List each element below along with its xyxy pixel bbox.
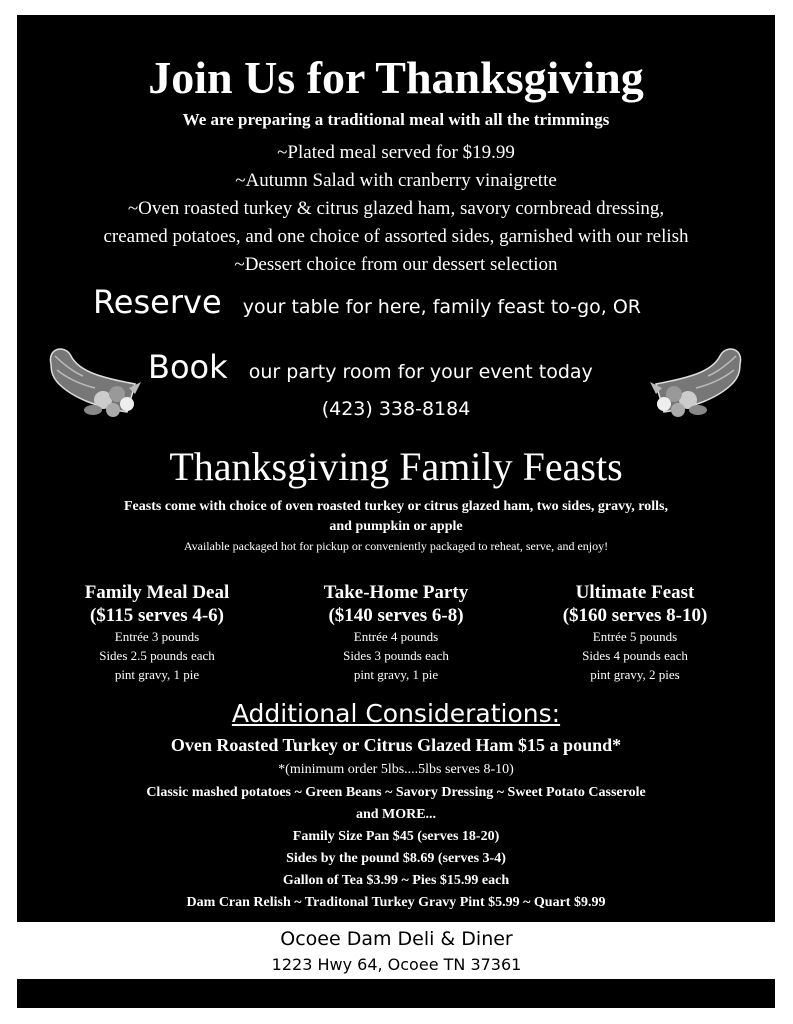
- package-extras: pint gravy, 1 pie: [114, 667, 200, 682]
- cornucopia-left-icon: [43, 342, 143, 422]
- package-price: ($160 serves 8-10): [562, 605, 708, 626]
- package-ultimate-feast: [510, 581, 760, 684]
- additional-headline: Oven Roasted Turkey or Citrus Glazed Ham $15 a pound*: [170, 735, 622, 755]
- package-sides: Sides 4 pounds each: [582, 648, 688, 663]
- package-entree: Entrée 4 pounds: [353, 629, 439, 644]
- additional-line-1: *(minimum order 5lbs....5lbs serves 8-10): [278, 762, 514, 777]
- package-extras: pint gravy, 1 pie: [353, 667, 439, 682]
- package-family-meal-deal: [32, 581, 282, 684]
- flyer-panel: [17, 15, 775, 922]
- book-word: Book: [148, 348, 228, 386]
- package-name: Take-Home Party: [323, 582, 469, 603]
- additional-line-5: Sides by the pound $8.69 (serves 3-4): [286, 851, 506, 866]
- package-sides: Sides 2.5 pounds each: [99, 648, 215, 663]
- page-title: Join Us for Thanksgiving: [148, 52, 644, 103]
- book-line: [148, 348, 593, 386]
- package-name: Ultimate Feast: [575, 582, 695, 603]
- package-name: Family Meal Deal: [84, 582, 230, 603]
- package-sides: Sides 3 pounds each: [343, 648, 449, 663]
- bottom-bar: [17, 979, 775, 1008]
- additional-title: Additional Considerations:: [231, 699, 561, 728]
- package-entree: Entrée 3 pounds: [114, 629, 200, 644]
- page-subtitle: We are preparing a traditional meal with all the trimmings: [182, 110, 610, 129]
- feasts-title: Thanksgiving Family Feasts: [169, 444, 623, 489]
- feasts-note: Available packaged hot for pickup or conveniently packaged to reheat, serve, and enjoy!: [183, 539, 609, 553]
- package-extras: pint gravy, 2 pies: [590, 667, 680, 682]
- feasts-desc-line-1: Feasts come with choice of oven roasted turkey or citrus glazed ham, two sides, gravy, rolls,: [124, 499, 668, 514]
- cornucopia-right-icon: [648, 342, 748, 422]
- package-price: ($115 serves 4-6): [89, 605, 225, 626]
- additional-line-3: and MORE...: [355, 807, 437, 822]
- book-text: our party room for your event today: [248, 361, 593, 383]
- plated-line-1: ~Plated meal served for $19.99: [277, 142, 515, 163]
- additional-line-2: Classic mashed potatoes ~ Green Beans ~ Savory Dressing ~ Sweet Potato Casserole: [146, 785, 646, 800]
- package-price: ($140 serves 6-8): [328, 605, 464, 626]
- footer-address: 1223 Hwy 64, Ocoee TN 37361: [271, 955, 522, 974]
- plated-line-2: ~Autumn Salad with cranberry vinaigrette: [235, 170, 557, 191]
- phone-number: (423) 338-8184: [321, 398, 471, 420]
- additional-line-7: Dam Cran Relish ~ Traditonal Turkey Gravy Pint $5.99 ~ Quart $9.99: [186, 895, 606, 910]
- package-take-home-party: [271, 581, 521, 684]
- additional-line-6: Gallon of Tea $3.99 ~ Pies $15.99 each: [282, 873, 510, 888]
- reserve-line: [93, 283, 641, 321]
- reserve-text: your table for here, family feast to-go, OR: [242, 296, 641, 318]
- plated-line-3: ~Oven roasted turkey & citrus glazed ham, savory cornbread dressing,: [127, 198, 665, 219]
- plated-line-5: ~Dessert choice from our dessert selection: [234, 254, 558, 275]
- plated-line-4: creamed potatoes, and one choice of assorted sides, garnished with our relish: [103, 226, 689, 247]
- reserve-word: Reserve: [93, 283, 222, 321]
- additional-line-4: Family Size Pan $45 (serves 18-20): [292, 829, 500, 844]
- feasts-desc-line-2: and pumpkin or apple: [329, 519, 463, 534]
- footer-business-name: Ocoee Dam Deli & Diner: [280, 928, 513, 950]
- package-entree: Entrée 5 pounds: [592, 629, 678, 644]
